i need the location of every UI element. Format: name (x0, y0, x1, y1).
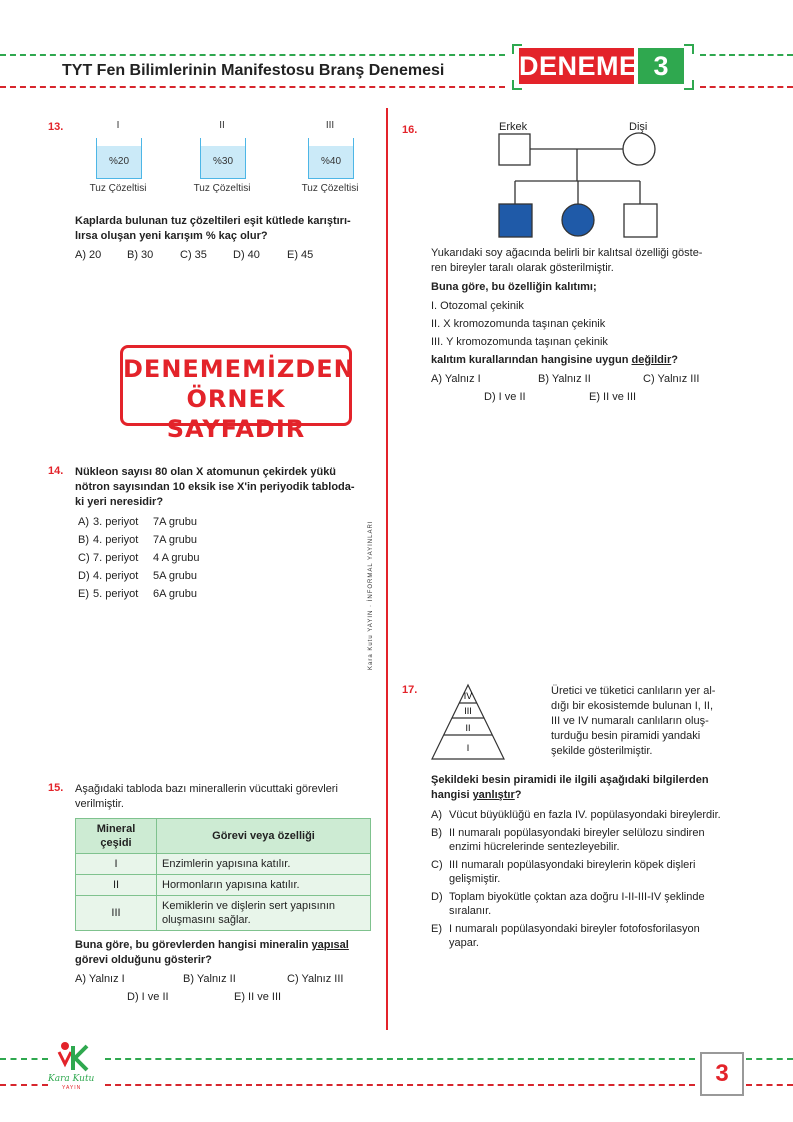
question-fragment: Buna göre, bu görevlerden hangisi mineralin (75, 939, 312, 951)
option-letter: C) (78, 552, 90, 564)
deneme-number-badge: 3 (638, 48, 684, 84)
answer-option[interactable]: sıralanır. (449, 905, 492, 917)
question-fragment: ? (671, 354, 678, 366)
beaker-icon (200, 138, 246, 179)
question-text (75, 938, 349, 953)
option-letter: D) (431, 891, 443, 903)
sample-page-stamp (120, 345, 355, 443)
option-letter: B) (78, 534, 89, 546)
badge-corner (684, 80, 694, 90)
answer-option[interactable]: A) Yalnız I (75, 973, 125, 985)
question-intro: Yukarıdaki soy ağacında belirli bir kalıtsal özelliği göste- (431, 247, 703, 259)
footer-rule-green (105, 1058, 695, 1060)
logo-text: Kara Kutu (48, 1074, 95, 1084)
question-text: Buna göre, bu özelliğin kalıtımı; (431, 281, 597, 293)
deneme-badge: DENEME (519, 48, 634, 84)
pedigree-mother (623, 133, 655, 165)
beaker-label: Tuz Çözeltisi (89, 183, 147, 194)
footer-rule-red (0, 1084, 48, 1086)
table-cell-mineral: II (76, 875, 157, 896)
table-header-mineral (76, 819, 157, 854)
pedigree-male-label: Erkek (499, 121, 528, 133)
option-period: 4. periyot (93, 534, 139, 546)
question-intro: Üretici ve tüketici canlıların yer al- (551, 685, 716, 697)
option-period: 7. periyot (93, 552, 139, 564)
header-rule-red (0, 86, 505, 88)
food-pyramid (430, 683, 506, 763)
option-group: 6A grubu (153, 588, 198, 600)
answer-option[interactable]: A) Yalnız I (431, 373, 481, 385)
answer-option[interactable]: II numaralı popülasyondaki bireyler selülozu sindiren (449, 827, 705, 839)
option-letter: A) (78, 516, 89, 528)
header-text: Mineral (96, 823, 136, 835)
answer-option[interactable]: C) Yalnız III (287, 973, 344, 985)
question-text: nötron sayısından 10 eksik ise X'in periyodik tabloda- (75, 481, 355, 493)
pedigree-affected-son (499, 204, 532, 237)
pedigree-affected-daughter (562, 204, 594, 236)
stamp-line: DENEMEMİZDEN (123, 355, 355, 383)
footer-rule-red (105, 1084, 695, 1086)
role-line: Kemiklerin ve dişlerin sert yapısının (162, 900, 336, 912)
option-group: 4 A grubu (153, 552, 200, 564)
logo-subtext: YAYIN (62, 1085, 82, 1091)
table-row (76, 896, 371, 931)
footer-rule-red (746, 1084, 793, 1086)
table-row (76, 875, 371, 896)
answer-option[interactable]: Toplam biyokütle çoktan aza doğru I-II-III-IV şeklinde (449, 891, 705, 903)
question-intro: ren bireyler taralı olarak gösterilmiştir. (431, 262, 614, 274)
question-text (431, 788, 521, 803)
table-cell-role (157, 896, 371, 931)
answer-option[interactable]: C) 35 (180, 249, 207, 261)
publisher-side-text: Kara Kutu YAYIN · İNFORMAL YAYINLARI (368, 520, 374, 670)
column-divider (386, 108, 388, 1030)
question-fragment: ? (514, 789, 522, 801)
answer-option[interactable]: III numaralı popülasyondaki bireylerin köpek dişleri (449, 859, 696, 871)
question-number: 17. (402, 684, 418, 696)
page-title: TYT Fen Bilimlerinin Manifestosu Branş Denemesi (62, 62, 445, 79)
question-number: 14. (48, 465, 64, 477)
answer-option[interactable]: D) I ve II (484, 391, 526, 403)
question-intro: Aşağıdaki tabloda bazı minerallerin vücuttaki görevleri (75, 783, 338, 795)
pyramid-level-label: I (466, 743, 470, 753)
beaker-label: Tuz Çözeltisi (301, 183, 359, 194)
answer-option[interactable]: enzimi hücrelerinde sentezleyebilir. (449, 841, 620, 853)
badge-corner (684, 44, 694, 54)
answer-option[interactable]: B) Yalnız II (538, 373, 591, 385)
answer-option[interactable]: D) I ve II (127, 991, 169, 1003)
table-cell-mineral: III (76, 896, 157, 931)
table-cell-role: Enzimlerin yapısına katılır. (157, 854, 371, 875)
question-text: ki yeri neresidir? (75, 496, 164, 508)
question-fragment: kalıtım kurallarından hangisine uygun (431, 354, 632, 366)
statement: III. Y kromozomunda taşınan çekinik (431, 336, 608, 348)
beaker-label: Tuz Çözeltisi (193, 183, 251, 194)
pyramid-level-label: II (465, 723, 471, 733)
stamp-line: ÖRNEK SAYFADIR (166, 385, 306, 443)
answer-option[interactable]: B) Yalnız II (183, 973, 236, 985)
beaker-roman: II (219, 120, 225, 131)
page-number: 3 (700, 1052, 744, 1096)
pedigree-female-label: Dişi (629, 121, 648, 133)
table-header-row (76, 819, 371, 854)
option-letter: E) (78, 588, 89, 600)
question-text: Kaplarda bulunan tuz çözeltileri eşit kütlede karıştırı- (75, 215, 351, 227)
table-header-role: Görevi veya özelliği (157, 819, 371, 854)
header-text: çeşidi (100, 837, 132, 849)
answer-option[interactable]: E) II ve III (589, 391, 637, 403)
beaker-roman: I (116, 120, 120, 131)
answer-option[interactable]: gelişmiştir. (449, 873, 501, 885)
header-rule-green-right (700, 54, 793, 56)
question-number: 16. (402, 124, 418, 136)
question-intro: şekilde gösterilmiştir. (551, 745, 653, 757)
footer-rule-green (0, 1058, 48, 1060)
question-number: 13. (48, 121, 64, 133)
option-period: 3. periyot (93, 516, 139, 528)
beaker-icon (308, 138, 354, 179)
question-fragment: hangisi (431, 789, 473, 801)
question-keyword: yanlıştır (472, 789, 515, 801)
question-text (431, 353, 678, 368)
answer-option[interactable]: A) 20 (75, 249, 102, 261)
option-letter: C) (431, 859, 443, 871)
question-text: lırsa oluşan yeni karışım % kaç olur? (75, 230, 268, 242)
beaker-roman: III (325, 120, 335, 131)
header-rule-green (0, 54, 505, 56)
question-text: Nükleon sayısı 80 olan X atomunun çekirdek yükü (75, 466, 337, 478)
answer-option[interactable]: D) 40 (233, 249, 260, 261)
role-line: oluşmasını sağlar. (162, 914, 251, 926)
option-letter: D) (78, 570, 90, 582)
statement: I. Otozomal çekinik (431, 300, 524, 312)
question-number: 15. (48, 782, 64, 794)
table-cell-mineral: I (76, 854, 157, 875)
question-text: Şekildeki besin piramidi ile ilgili aşağıdaki bilgilerden (431, 774, 709, 786)
option-letter: E) (431, 923, 442, 935)
answer-option[interactable]: yapar. (449, 937, 479, 949)
answer-option[interactable]: E) 45 (287, 249, 314, 261)
table-cell-role: Hormonların yapısına katılır. (157, 875, 371, 896)
option-period: 5. periyot (93, 588, 139, 600)
option-letter: B) (431, 827, 442, 839)
option-group: 5A grubu (153, 570, 198, 582)
statement: II. X kromozomunda taşınan çekinik (431, 318, 606, 330)
pedigree-son (624, 204, 657, 237)
question-keyword: değildir (631, 354, 672, 366)
answer-option[interactable]: B) 30 (127, 249, 154, 261)
pyramid-level-label: IV (463, 691, 473, 701)
table-row (76, 854, 371, 875)
kara-kutu-logo-icon (55, 1040, 95, 1074)
pedigree-father (499, 134, 530, 165)
question-intro: verilmiştir. (75, 798, 124, 810)
option-period: 4. periyot (93, 570, 139, 582)
option-group: 7A grubu (153, 516, 198, 528)
question-intro: III ve IV numaralı canlıların oluş- (551, 715, 709, 727)
beaker-value: %30 (201, 146, 245, 178)
mineral-table (75, 818, 371, 931)
footer-rule-green (746, 1058, 793, 1060)
header-rule-red-right (700, 86, 793, 88)
question-intro: dığı bir ekosistemde bulunan I, II, (551, 700, 714, 712)
answer-option[interactable]: C) Yalnız III (643, 373, 700, 385)
option-letter: A) (431, 809, 442, 821)
pedigree-chart (490, 128, 670, 243)
option-group: 7A grubu (153, 534, 198, 546)
answer-option[interactable]: I numaralı popülasyondaki bireyler fotofosforilasyon (449, 923, 700, 935)
answer-option[interactable]: E) II ve III (234, 991, 282, 1003)
beaker-icon (96, 138, 142, 179)
beaker-value: %40 (309, 146, 353, 178)
pyramid-level-label: III (464, 706, 472, 716)
answer-option[interactable]: Vücut büyüklüğü en fazla IV. popülasyondaki bireylerdir. (449, 809, 721, 821)
question-keyword: yapısal (311, 939, 349, 951)
question-intro: turduğu besin piramidi yandaki (551, 730, 701, 742)
beaker-value: %20 (97, 146, 141, 178)
question-text: görevi olduğunu gösterir? (75, 954, 212, 966)
